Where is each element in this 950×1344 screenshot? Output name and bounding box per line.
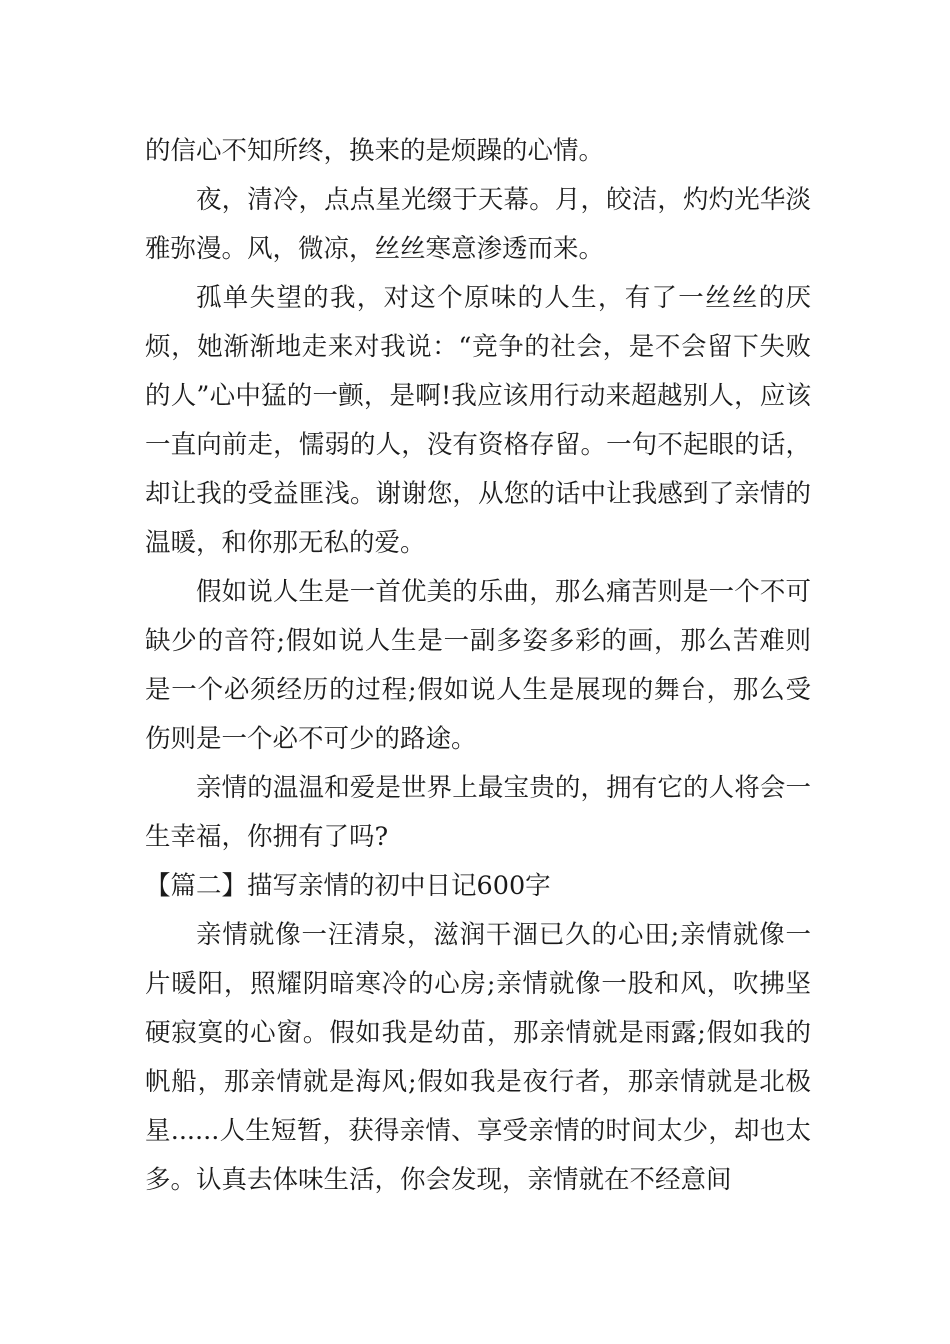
paragraph-lonely: 孤单失望的我，对这个原味的人生，有了一丝丝的厌烦，她渐渐地走来对我说：“竞争的社会，是不会留下失败的人”心中猛的一颤，是啊!我应该用行动来超越别人，应该一直向前走，懦弱的人，没有资格存留。一句不起眼的话，却让我的受益匪浅。谢谢您，从您的话中让我感到了亲情的温暖，和你那无私的爱。 [145,283,811,558]
paragraph-continuation: 的信心不知所终，换来的是烦躁的心情。 [145,136,605,166]
document-body [145,127,811,1205]
section-heading: 【篇二】描写亲情的初中日记600字 [145,871,551,901]
paragraph-section-two: 亲情就像一汪清泉，滋润干涸已久的心田;亲情就像一片暖阳，照耀阴暗寒冷的心房;亲情就像一股和风，吹拂坚硬寂寞的心窗。假如我是幼苗，那亲情就是雨露;假如我的帆船，那亲情就是海风;假如我是夜行者，那亲情就是北极星......人生短暂，获得亲情、享受亲情的时间太少，却也太多。认真去体味生活，你会发现，亲情就在不经意间 [145,920,811,1195]
paragraph-life-metaphor: 假如说人生是一首优美的乐曲，那么痛苦则是一个不可缺少的音符;假如说人生是一副多姿多彩的画，那么苦难则是一个必须经历的过程;假如说人生是展现的舞台，那么受伤则是一个必不可少的路途。 [145,577,811,754]
paragraph-night: 夜，清冷，点点星光缀于天幕。月，皎洁，灼灼光华淡雅弥漫。风，微凉，丝丝寒意渗透而来。 [145,185,811,264]
paragraph-family-love: 亲情的温温和爱是世界上最宝贵的，拥有它的人将会一生幸福，你拥有了吗? [145,773,811,852]
